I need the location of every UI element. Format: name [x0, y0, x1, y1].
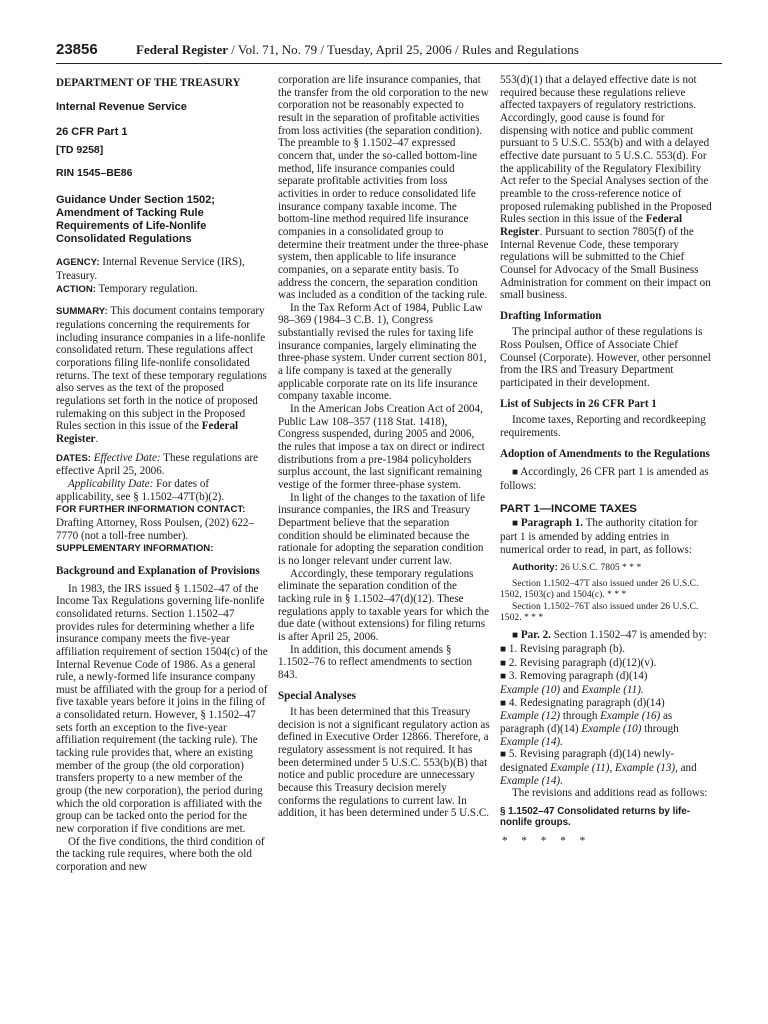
paragraph-2: [500, 629, 714, 643]
td-number: [TD 9258]: [56, 143, 104, 156]
rin-number: RIN 1545–BE86: [56, 166, 133, 179]
amendment-item-4-mid: as paragraph (d)(14): [500, 710, 673, 735]
department-heading: DEPARTMENT OF THE TREASURY: [56, 77, 241, 89]
background-paragraph-2: Of the five conditions, the third condition of the tacking rule requires, where both the old corporation and new: [56, 835, 265, 873]
drafting-heading: Drafting Information: [500, 309, 602, 322]
supplementary-label: SUPPLEMENTARY INFORMATION:: [56, 543, 214, 555]
page-number: 23856: [56, 41, 98, 58]
conjunction: and: [560, 683, 582, 696]
column-3: [500, 74, 714, 848]
agency-paragraph: [56, 256, 268, 282]
action-paragraph: [56, 283, 268, 297]
background-paragraph-1: In 1983, the IRS issued § 1.1502–47 of the Income Tax Regulations governing life-nonlife consolidated returns. Section 1.1502–47 provides rules for determining whether a life insurance company meets the five-year affiliation requirement of section 1504(c) of the Internal Revenue Code of 1986. As a general rule, a newly-formed life insurance company must be affiliated with the group for a period of five taxable years before it joins in the filing of a consolidated return. However, § 1.1502–47 sets forth an exception to the five-year affiliation requirement (the tacking rule). The tacking rule provides that, where an existing member of the group (the old corporation) transfers property to a new member of the group (the new corporation), the period during which the old corporation is affiliated with the group can be tacked onto the period for the new corporation if five conditions are met.: [56, 582, 268, 836]
section-heading: § 1.1502–47 Consolidated returns by life-nonlife groups.: [500, 805, 691, 829]
col2-paragraph-2: In the Tax Reform Act of 1984, Public Law 98–369 (1984–3 C.B. 1), Congress substantially revised the rules for taxing life insurance companies, largely eliminating the three-phase system. Under current section 801, a life company is taxed at the generally applicable corporate rate on its life insurance company taxable income.: [278, 301, 487, 403]
amendment-item-1: [500, 643, 714, 657]
column-2: [278, 74, 490, 820]
document-title: Guidance Under Section 1502; Amendment of Tacking Rule Requirements of Life-Nonlife Consolidated Regulations: [56, 193, 215, 246]
subjects-paragraph: Income taxes, Reporting and recordkeeping requirements.: [500, 414, 706, 440]
black-square-icon: ■: [500, 671, 507, 683]
authority-line: [500, 562, 714, 573]
contact-text: Drafting Attorney, Ross Poulsen, (202) 622–7770 (not a toll-free number).: [56, 516, 255, 542]
authority-section-2: Section 1.1502–76T also issued under 26 U.S.C. 1502. * * *: [500, 600, 699, 623]
part-heading: PART 1—INCOME TAXES: [500, 502, 637, 515]
col2-paragraph-5: Accordingly, these temporary regulations eliminate the separation condition of the tacking rule in § 1.1502–47(d)(12). These regulations apply to taxable years for which the due date (without extensions) for filing returns is after April 25, 2006.: [278, 567, 490, 643]
col3-paragraph-1-text: 553(d)(1) that a delayed effective date is not required because these regulations relieve affected taxpayers of regulatory restrictions. Accordingly, good cause is found for dispensing with notice and public comment pursuant to 5 U.S.C. 553(b) and with a delayed effective date pursuant to 5 U.S.C. 553(d). For the applicability of the Regulatory Flexibility Act refer to the Special Analyses section of the preamble to the cross-reference notice of proposed rulemaking published in the Proposed Rules section in this issue of the: [500, 74, 712, 226]
example-ref: Example (10): [581, 722, 642, 735]
example-ref: Example (14).: [500, 774, 563, 787]
example-ref: Example (16): [600, 710, 661, 723]
col2-paragraph-1: corporation are life insurance companies, that the transfer from the old corporation to the new corporation not be reasonably expected to result in the separation of profitable activities from loss activities (the separation condition). The preamble to § 1.1502–47 expressed concern that, under the so-called bottom-line method, life insurance companies could separate profitable activities from loss activities in order to reduce consolidated life insurance company taxable income. The bottom-line method required life insurance companies in a consolidated group to determine their treatment under the three-phase system, then applicable to life insurance companies, on a separate entity basis. To address the concern, the separation condition was included as a condition of the tacking rule.: [278, 74, 489, 302]
contact-paragraph: [56, 503, 268, 517]
header-citation: [136, 42, 579, 58]
special-analyses-heading: Special Analyses: [278, 689, 356, 702]
amendment-item-4: [500, 697, 714, 749]
example-ref: Example (11).: [581, 683, 644, 696]
col2-paragraph-4: In light of the changes to the taxation of life insurance companies, the IRS and Treasury Department believe that the separation condition should be eliminated because the rationale for adopting the separation condition is no longer relevant under current law.: [278, 491, 486, 567]
example-ref: Example (12): [500, 710, 561, 723]
effective-date-label: Effective Date:: [91, 451, 161, 464]
action-label: ACTION:: [56, 283, 96, 295]
amendment-item-3-text: 3. Removing paragraph (d)(14): [506, 670, 648, 683]
applicability-date-label: Applicability Date:: [68, 477, 154, 490]
agency-label: AGENCY:: [56, 257, 100, 269]
black-square-icon: ■: [512, 467, 519, 479]
authority-label: Authority:: [512, 562, 558, 574]
page-header: [56, 40, 722, 60]
revisions-paragraph: The revisions and additions read as follows:: [512, 787, 708, 800]
black-square-icon: ■: [500, 697, 507, 709]
example-ref: Example (11), Example (13),: [550, 761, 678, 774]
col3-paragraph-1-end: . Pursuant to section 7805(f) of the Internal Revenue Code, these temporary regulations will be submitted to the Chief Counsel for Advocacy of the Small Business Administration for comment on their impact on small business.: [500, 225, 711, 302]
amendment-item-2: [500, 657, 714, 671]
applicability-date-text: For dates of applicability, see § 1.1502–47T(b)(2).: [56, 477, 225, 503]
agency-heading: Internal Revenue Service: [56, 100, 187, 113]
black-square-icon: ■: [512, 630, 519, 642]
agency-text: Internal Revenue Service (IRS), Treasury.: [56, 256, 245, 283]
col2-paragraph-6: In addition, this document amends § 1.1502–76 to reflect amendments to section 843.: [278, 643, 473, 681]
amendment-item-1-text: 1. Revising paragraph (b).: [506, 643, 625, 655]
dates-label: DATES:: [56, 452, 91, 464]
supplementary-paragraph: [56, 542, 268, 556]
amendment-item-4-text: 4. Redesignating paragraph (d)(14): [506, 696, 665, 709]
col2-paragraph-3: In the American Jobs Creation Act of 2004, Public Law 108–357 (118 Stat. 1418), Congress suspended, during 2005 and 2006, the rules that impose a tax on direct or indirect distributions from a pre-1984 policyholders surplus account, the last significant remaining vestige of the former three-phase system.: [278, 403, 485, 491]
action-text: Temporary regulation.: [95, 282, 198, 295]
black-square-icon: ■: [500, 644, 507, 655]
conjunction: and: [677, 761, 697, 774]
federal-register-ref: Federal Register: [56, 420, 239, 445]
dates-paragraph: [56, 452, 268, 478]
effective-date-text: These regulations are effective April 25, 2006.: [56, 451, 259, 478]
amendment-item-2-text: 2. Revising paragraph (d)(12)(v).: [506, 656, 657, 669]
example-ref: Example (14).: [500, 735, 563, 748]
amendment-item-5: [500, 748, 714, 787]
summary-text: This document contains temporary regulations concerning the requirements for including insurance companies in a life-nonlife consolidated return. These regulations affect corporations filing life-nonlife consolidated returns. The text of these temporary regulations also serves as the text of the proposed regulations set forth in the notice of proposed rulemaking on this subject in the Proposed Rules section in this issue of the: [56, 305, 267, 433]
federal-register-ref: Federal Register: [500, 213, 683, 238]
col2-paragraph-7: It has been determined that this Treasury decision is not a significant regulatory action as defined in Executive Order 12866. Therefore, a regulatory assessment is not required. It has been determined under 5 U.S.C. 553(b)(B) that notice and public procedure are unnecessary because this Treasury decision merely conforms the regulations to current law. In addition, it has been determined under 5 U.S.C.: [278, 706, 490, 820]
paragraph-1-text: The authority citation for part 1 is amended by adding entries in numerical order to read, in part, as follows:: [500, 517, 698, 556]
black-square-icon: ■: [500, 657, 507, 669]
publication-name: Federal Register: [136, 42, 229, 57]
cfr-part: 26 CFR Part 1: [56, 125, 128, 138]
conjunction: through: [641, 722, 679, 735]
paragraph-2-label: Par. 2.: [520, 629, 551, 642]
issue-citation: / Vol. 71, No. 79 / Tuesday, April 25, 2006 / Rules and Regulations: [228, 42, 579, 57]
summary-end: .: [95, 433, 99, 445]
column-1: [56, 74, 268, 874]
contact-label: FOR FURTHER INFORMATION CONTACT:: [56, 504, 246, 516]
black-square-icon: ■: [512, 518, 519, 530]
authority-text: 26 U.S.C. 7805 * * *: [557, 562, 642, 574]
example-ref: Example (10): [500, 683, 561, 696]
paragraph-1: [500, 517, 714, 556]
drafting-paragraph: The principal author of these regulations is Ross Poulsen, Office of Associate Chief Counsel (Corporate). However, other personnel from the IRS and Treasury Department participated in their development.: [500, 326, 711, 390]
adoption-heading: Adoption of Amendments to the Regulations: [500, 447, 710, 460]
summary-label: SUMMARY:: [56, 306, 108, 318]
subjects-heading: List of Subjects in 26 CFR Part 1: [500, 397, 657, 410]
paragraph-2-text: Section 1.1502–47 is amended by:: [550, 629, 707, 642]
applicability-paragraph: [56, 478, 268, 503]
adoption-text: Accordingly, 26 CFR part 1 is amended as follows:: [500, 466, 709, 493]
col3-paragraph-1: [500, 74, 714, 302]
conjunction: through: [560, 710, 601, 723]
background-heading: Background and Explanation of Provisions: [56, 564, 260, 577]
omission-stars: * * * * *: [502, 835, 586, 848]
adoption-paragraph: [500, 466, 714, 492]
authority-section-1: Section 1.1502–47T also issued under 26 U.S.C. 1502, 1503(c) and 1504(c). * * *: [500, 577, 699, 601]
amendment-item-5-text: 5. Revising paragraph (d)(14) newly-designated: [500, 748, 675, 774]
summary-paragraph: [56, 305, 268, 445]
black-square-icon: ■: [500, 749, 507, 761]
amendment-item-3: [500, 670, 714, 696]
paragraph-1-label: Paragraph 1.: [520, 517, 584, 530]
header-rule: [56, 63, 722, 64]
